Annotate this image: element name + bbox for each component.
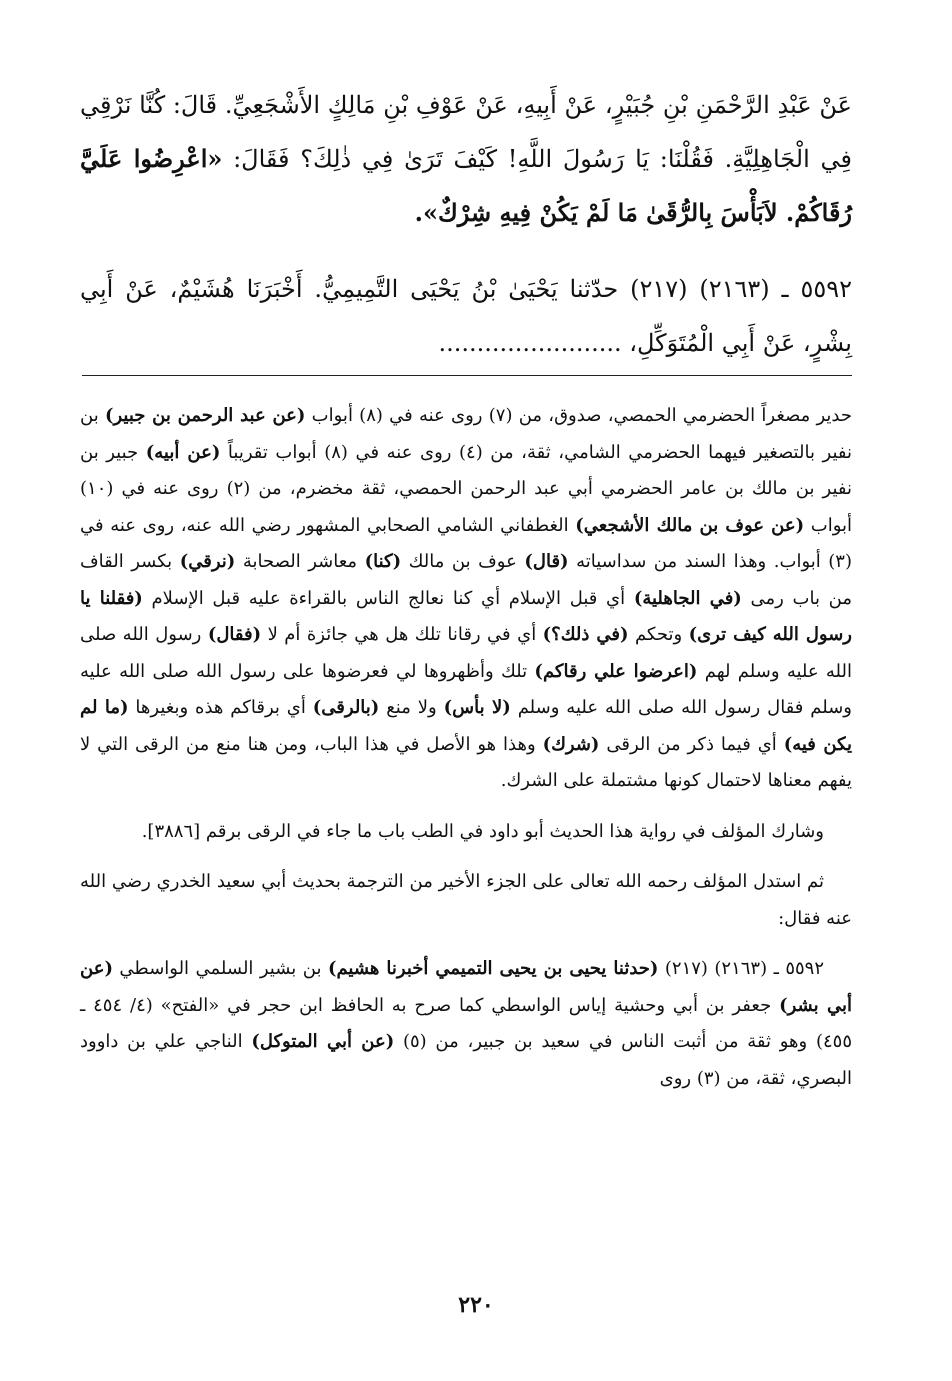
footnote-separator bbox=[82, 375, 852, 376]
text-run: الناجي علي بن داوود البصري، ثقة، من (٣) روى bbox=[80, 1031, 852, 1089]
hadith-paragraph-2: ٥٥٩٢ ـ (٢١٦٣) (٢١٧) حدّثنا يَحْيَىٰ بْنُ يَحْيَى التَّمِيمِيُّ. أَخْبَرَنَا هُشَيْمٌ، عَنْ أَبِي بِشْرٍ، عَنْ أَبِي الْمُتَوَكِّلِ، ........................ bbox=[80, 275, 852, 357]
bold-term: (كنا) bbox=[364, 551, 402, 572]
text-run: أي برقاكم هذه وبغيرها bbox=[128, 697, 313, 718]
text-run: وهذا هو الأصل في هذا الباب، ومن هنا منع من الرقى التي لا يفهم معناها لاحتمال كونها مشتملة على الشرك. bbox=[80, 733, 852, 791]
bold-term: (نرقي) bbox=[179, 551, 236, 572]
commentary-paragraph-2: وشارك المؤلف في رواية هذا الحديث أبو داود في الطب باب ما جاء في الرقى برقم [٣٨٨٦]. bbox=[141, 820, 824, 842]
hadith-paragraph-1 bbox=[80, 78, 852, 240]
text-run: بن بشير السلمي الواسطي bbox=[112, 958, 328, 979]
text-run: بكسر القاف من باب رمى bbox=[80, 551, 852, 609]
commentary-paragraph-3: ثم استدل المؤلف رحمه الله تعالى على الجزء الأخير من الترجمة بحديث أبي سعيد الخدري رضي الله عنه فقال: bbox=[80, 871, 852, 929]
text-run: تلك وأظهروها لي فعرضوها على رسول الله صلى الله عليه وسلم فقال رسول الله صلى الله عليه وسلم bbox=[80, 660, 852, 718]
hadith-text bbox=[80, 78, 852, 370]
text-run: أي في رقانا تلك هل هي جائزة أم لا bbox=[261, 624, 543, 645]
commentary-paragraph-4 bbox=[80, 951, 852, 1097]
text-run: حدير مصغراً الحضرمي الحمصي، صدوق، من (٧) روى عنه في (٨) أبواب bbox=[305, 405, 853, 426]
text-run: ٥٥٩٢ ـ (٢١٦٣) (٢١٧) bbox=[658, 958, 824, 979]
page-number: ٢٢٠ bbox=[458, 1292, 494, 1318]
text-run: وتحكم bbox=[628, 624, 689, 645]
text-run: معاشر الصحابة bbox=[235, 551, 365, 572]
text-run: جبير بن نفير بن مالك بن عامر الحضرمي أبي عبد الرحمن الحمصي، ثقة مخضرم، من (٢) روى عنه في (١٠) أبواب bbox=[80, 441, 853, 536]
hadith-narration: عَنْ عَبْدِ الرَّحْمَنِ بْنِ جُبَيْرٍ، عَنْ أَبِيهِ، عَنْ عَوْفِ بْنِ مَالِكٍ الأَشْجَعِيِّ. قَالَ: كُنَّا نَرْقِي فِي الْجَاهِلِيَّةِ. فَقُلْنَا: يَا رَسُولَ اللَّهِ! كَيْفَ تَرَىٰ فِي ذٰلِكَ؟ فَقَالَ: bbox=[80, 91, 852, 173]
text-run: أي فيما ذكر من الرقى bbox=[599, 733, 784, 755]
bold-term: (في ذلك؟) bbox=[542, 624, 629, 645]
text-run: عوف بن مالك bbox=[401, 551, 525, 572]
commentary bbox=[80, 398, 852, 1097]
bold-term: (قال) bbox=[524, 551, 569, 572]
bold-term: (بالرقى) bbox=[312, 697, 380, 718]
text-run: أي قبل الإسلام أي كنا نعالج الناس بالقراءة عليه قبل الإسلام bbox=[142, 587, 634, 609]
text-run: ولا منع bbox=[379, 697, 444, 718]
bold-term: (فقال) bbox=[207, 624, 262, 645]
bold-term: (اعرضوا علي رقاكم) bbox=[534, 660, 698, 682]
bold-term: (ما لم يكن فيه) bbox=[80, 697, 852, 755]
bold-term: (عن عبد الرحمن بن جبير) bbox=[104, 405, 306, 426]
bold-term: (عن أبي المتوكل) bbox=[251, 1031, 395, 1052]
text-run: جعفر بن أبي وحشية إياس الواسطي كما صرح به الحافظ ابن حجر في «الفتح» (٤/ ٤٥٤ ـ ٤٥٥) وهو ثقة من أثبت الناس في سعيد بن جبير، من (٥) bbox=[80, 994, 852, 1052]
hadith-quote: «اعْرِضُوا عَلَيَّ رُقَاكُمْ. لاَبَأْسَ بِالرُّقَىٰ مَا لَمْ يَكُنْ فِيهِ شِرْكٌ». bbox=[80, 144, 852, 227]
bold-term: (في الجاهلية) bbox=[633, 587, 742, 609]
bold-term: (فقلنا يا رسول الله كيف ترى) bbox=[80, 587, 853, 645]
commentary-paragraph-1 bbox=[80, 398, 852, 800]
text-run: الغطفاني الشامي الصحابي المشهور رضي الله عنه، روى عنه في (٣) أبواب. وهذا السند من سداسياته bbox=[80, 514, 852, 572]
bold-term: (عن عوف بن مالك الأشجعي) bbox=[575, 514, 805, 536]
bold-term: (حدثنا يحيى بن يحيى التميمي أخبرنا هشيم) bbox=[327, 958, 659, 979]
text-run: بن نفير بالتصغير فيهما الحضرمي الشامي، ثقة، من (٤) روى عنه في (٨) أبواب تقريباً bbox=[80, 405, 852, 463]
bold-term: (عن أبي بشر) bbox=[80, 958, 852, 1016]
bold-term: (شرك) bbox=[542, 733, 600, 755]
bold-term: (عن أبيه) bbox=[145, 441, 221, 463]
text-run: رسول الله صلى الله عليه وسلم لهم bbox=[80, 624, 852, 682]
bold-term: (لا بأس) bbox=[443, 697, 511, 718]
